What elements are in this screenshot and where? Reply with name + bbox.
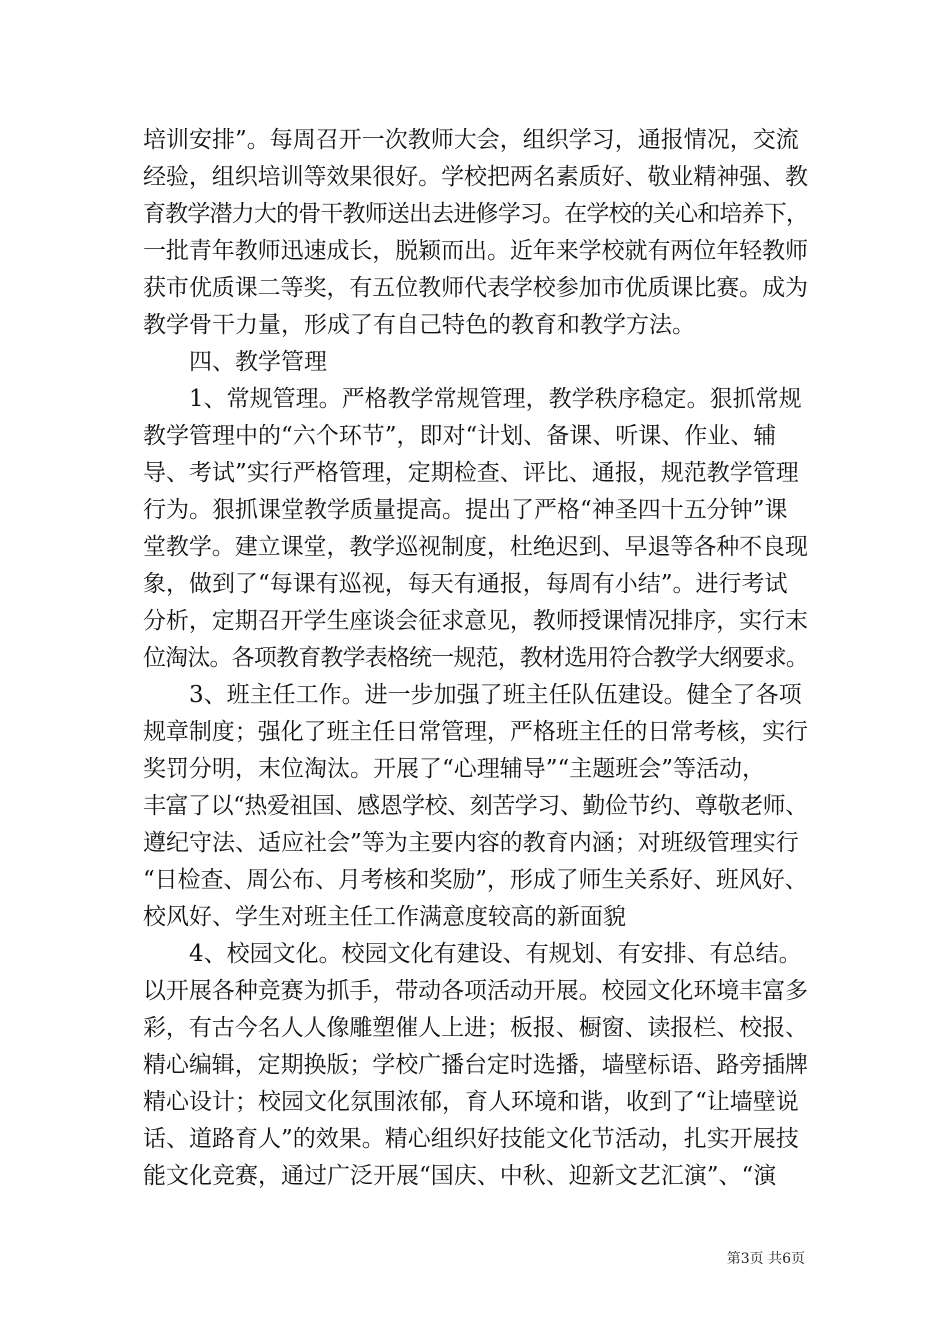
text-line: “日检查、周公布、月考核和奖励”，形成了师生关系好、班风好、 (143, 867, 808, 893)
text-line: 教学管理中的“六个环节”，即对“计划、备课、听课、作业、辅 (143, 423, 777, 449)
text-line: 4、校园文化。校园文化有建设、有规划、有安排、有总结。 (189, 941, 802, 967)
text-line: 精心设计；校园文化氛围浓郁，育人环境和谐，收到了“让墙壁说 (143, 1089, 799, 1115)
text-line: 获市优质课二等奖，有五位教师代表学校参加市优质课比赛。成为 (143, 275, 808, 301)
text-line: 彩，有古今名人人像雕塑催人上进；板报、橱窗、读报栏、校报、 (143, 1015, 808, 1041)
text-line: 一批青年教师迅速成长，脱颖而出。近年来学校就有两位年轻教师 (143, 238, 808, 264)
text-line: 精心编辑，定期换版；学校广播台定时选播，墙壁标语、路旁插牌 (143, 1052, 808, 1078)
text-line: 规章制度；强化了班主任日常管理，严格班主任的日常考核，实行 (143, 719, 808, 745)
text-line: 奖罚分明，末位淘汰。开展了“心理辅导”“主题班会”等活动， (143, 756, 766, 782)
text-line: 丰富了以“热爱祖国、感恩学校、刻苦学习、勤俭节约、尊敬老师、 (143, 793, 808, 819)
text-line: 3、班主任工作。进一步加强了班主任队伍建设。健全了各项 (189, 682, 802, 708)
text-line: 行为。狠抓课堂教学质量提高。提出了严格“神圣四十五分钟”课 (143, 497, 788, 523)
text-line: 教学骨干力量，形成了有自己特色的教育和教学方法。 (143, 312, 695, 338)
body-text (143, 122, 808, 1195)
text-line: 能文化竞赛，通过广泛开展“国庆、中秋、迎新文艺汇演”、“演 (143, 1163, 777, 1189)
text-line: 育教学潜力大的骨干教师送出去进修学习。在学校的关心和培养下， (143, 201, 809, 227)
text-line: 经验，组织培训等效果很好。学校把两名素质好、敬业精神强、教 (143, 164, 808, 190)
text-line: 堂教学。建立课堂，教学巡视制度，杜绝迟到、早退等各种不良现 (143, 534, 808, 560)
text-line: 分析，定期召开学生座谈会征求意见，教师授课情况排序，实行末 (143, 608, 808, 634)
text-line: 四、教学管理 (189, 349, 327, 375)
text-line: 遵纪守法、适应社会”等为主要内容的教育内涵；对班级管理实行 (143, 830, 799, 856)
page-number: 第3页 共6页 (726, 1251, 805, 1267)
text-line: 象，做到了“每课有巡视，每天有通报，每周有小结”。进行考试 (143, 571, 788, 597)
text-line: 1、常规管理。严格教学常规管理，教学秩序稳定。狠抓常规 (189, 386, 802, 412)
text-line: 位淘汰。各项教育教学表格统一规范，教材选用符合教学大纲要求。 (143, 645, 809, 671)
text-line: 话、道路育人”的效果。精心组织好技能文化节活动，扎实开展技 (143, 1126, 799, 1152)
text-line: 以开展各种竞赛为抓手，带动各项活动开展。校园文化环境丰富多 (143, 978, 808, 1004)
text-line: 导、考试”实行严格管理，定期检查、评比、通报，规范教学管理 (143, 460, 799, 486)
text-line: 校风好、学生对班主任工作满意度较高的新面貌 (143, 904, 626, 930)
text-line: 培训安排”。每周召开一次教师大会，组织学习，通报情况，交流 (143, 127, 799, 153)
